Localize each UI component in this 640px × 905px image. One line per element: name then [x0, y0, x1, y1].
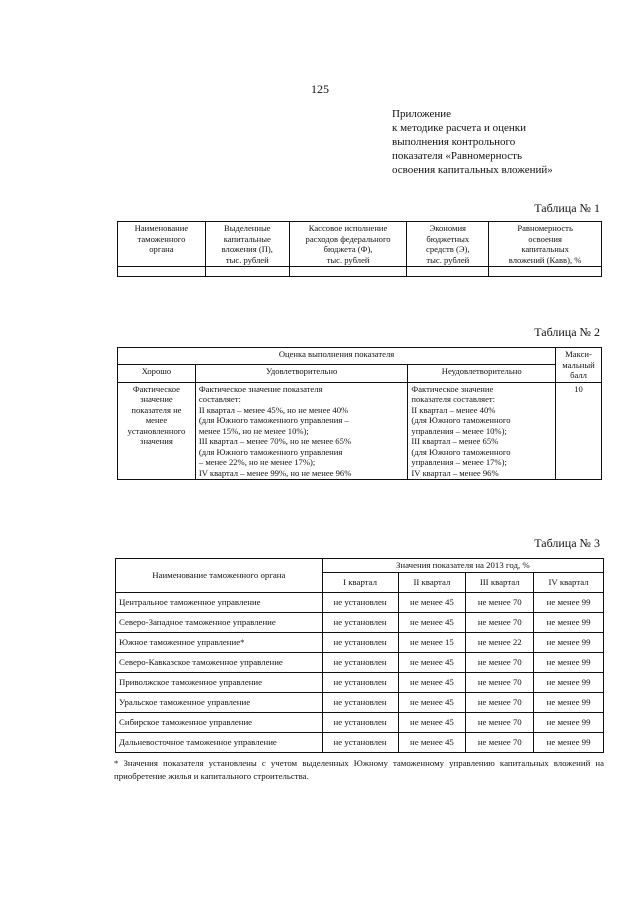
- customs-authority-name: Дальневосточное таможенное управление: [116, 732, 323, 752]
- customs-authority-name: Приволжское таможенное управление: [116, 672, 323, 692]
- quarter-value: не менее 99: [534, 592, 604, 612]
- table2-title: Таблица № 2: [534, 325, 600, 339]
- table-2: [117, 347, 602, 480]
- table3-title: Таблица № 3: [534, 536, 600, 550]
- table2-group-row: [118, 348, 602, 365]
- table3-header-row: [116, 559, 604, 573]
- table2-good-cell: Фактическое значение показателя не менее установленного значения: [118, 382, 196, 480]
- quarter-value: не менее 99: [534, 612, 604, 632]
- table2-header-satisfactory: Удовлетворительно: [195, 365, 408, 382]
- table3-body: [116, 592, 604, 752]
- quarter-value: не менее 99: [534, 712, 604, 732]
- table-3: [115, 558, 604, 753]
- quarter-value: не менее 15: [398, 632, 466, 652]
- quarter-value: не менее 70: [466, 712, 534, 732]
- table1-title: Таблица № 1: [534, 201, 600, 215]
- quarter-value: не менее 99: [534, 652, 604, 672]
- quarter-value: не менее 45: [398, 592, 466, 612]
- table2-unsatisfactory-cell: Фактическое значение показателя составляет: II квартал – менее 40% (для Южного таможенного управления – менее 10%); III квартал – менее 65% (для Южного таможенного управления – менее 17%); IV квартал – менее 96%: [408, 382, 556, 480]
- table-1: [117, 221, 602, 277]
- quarter-value: не менее 99: [534, 692, 604, 712]
- quarter-value: не менее 70: [466, 612, 534, 632]
- table2-col-header-row: [118, 365, 602, 382]
- table2-max-score: 10: [556, 382, 602, 480]
- appendix-line: выполнения контрольного: [392, 136, 516, 148]
- quarter-value: не менее 45: [398, 712, 466, 732]
- quarter-value: не установлен: [322, 632, 398, 652]
- table-row: [116, 732, 604, 752]
- quarter-value: не менее 70: [466, 592, 534, 612]
- quarter-value: не установлен: [322, 592, 398, 612]
- table2-max-header: Макси- мальный балл: [556, 348, 602, 383]
- appendix-line: освоения капитальных вложений»: [392, 164, 553, 176]
- quarter-value: не менее 45: [398, 732, 466, 752]
- quarter-value: не установлен: [322, 732, 398, 752]
- customs-authority-name: Северо-Кавказское таможенное управление: [116, 652, 323, 672]
- customs-authority-name: Сибирское таможенное управление: [116, 712, 323, 732]
- table3-quarter-header: II квартал: [398, 572, 466, 592]
- quarter-value: не установлен: [322, 692, 398, 712]
- quarter-value: не менее 22: [466, 632, 534, 652]
- table1-header-cell: Наименование таможенного органа: [118, 222, 206, 267]
- table2-group-header: Оценка выполнения показателя: [118, 348, 556, 365]
- table-row: [116, 632, 604, 652]
- table2-header-unsatisfactory: Неудовлетворительно: [408, 365, 556, 382]
- quarter-value: не установлен: [322, 672, 398, 692]
- appendix-line: к методике расчета и оценки: [392, 122, 527, 134]
- quarter-value: не менее 99: [534, 672, 604, 692]
- table3-quarter-header: IV квартал: [534, 572, 604, 592]
- footnote: * Значения показателя установлены с учетом выделенных Южному таможенному управлению капитальных вложений на приобретение жилья и капитального строительства.: [114, 758, 604, 781]
- table2-body-row: [118, 382, 602, 480]
- table1-header-cell: Кассовое исполнение расходов федерального бюджета (Ф), тыс. рублей: [289, 222, 407, 267]
- table1-header-cell: Равномерность освоения капитальных вложений (Кавв), %: [489, 222, 602, 267]
- quarter-value: не менее 70: [466, 692, 534, 712]
- customs-authority-name: Северо-Западное таможенное управление: [116, 612, 323, 632]
- appendix-line: показателя «Равномерность: [392, 150, 522, 162]
- table-row: [116, 672, 604, 692]
- quarter-value: не менее 70: [466, 732, 534, 752]
- quarter-value: не установлен: [322, 712, 398, 732]
- page-number: 125: [311, 82, 329, 96]
- table-row: [116, 692, 604, 712]
- table1-empty-row: [118, 267, 602, 277]
- table2-satisfactory-cell: Фактическое значение показателя составляет: II квартал – менее 45%, но не менее 40% (для Южного таможенного управления – менее 15%, но не менее 10%); III квартал – менее 70%, но не менее 65% (для Южного таможенного управления – менее 22%, но не менее 17%); IV квартал – менее 99%, но не менее 96%: [195, 382, 408, 480]
- table3-name-header: Наименование таможенного органа: [116, 559, 323, 593]
- quarter-value: не менее 70: [466, 652, 534, 672]
- table3-quarter-header: III квартал: [466, 572, 534, 592]
- quarter-value: не менее 45: [398, 672, 466, 692]
- table1-header-row: [118, 222, 602, 267]
- table-row: [116, 592, 604, 612]
- customs-authority-name: Южное таможенное управление*: [116, 632, 323, 652]
- customs-authority-name: Уральское таможенное управление: [116, 692, 323, 712]
- quarter-value: не менее 70: [466, 672, 534, 692]
- table2-header-good: Хорошо: [118, 365, 196, 382]
- quarter-value: не установлен: [322, 612, 398, 632]
- table1-header-cell: Экономия бюджетных средств (Э), тыс. рублей: [407, 222, 489, 267]
- table1-header-cell: Выделенные капитальные вложения (П), тыс. рублей: [205, 222, 289, 267]
- quarter-value: не менее 99: [534, 732, 604, 752]
- table3-values-header: Значения показателя на 2013 год, %: [322, 559, 603, 573]
- quarter-value: не менее 45: [398, 652, 466, 672]
- appendix-line: Приложение: [392, 108, 452, 120]
- table-row: [116, 712, 604, 732]
- quarter-value: не менее 45: [398, 692, 466, 712]
- table-row: [116, 612, 604, 632]
- quarter-value: не установлен: [322, 652, 398, 672]
- quarter-value: не менее 45: [398, 612, 466, 632]
- table-row: [116, 652, 604, 672]
- quarter-value: не менее 99: [534, 632, 604, 652]
- appendix-header: [392, 107, 553, 177]
- table3-quarter-header: I квартал: [322, 572, 398, 592]
- customs-authority-name: Центральное таможенное управление: [116, 592, 323, 612]
